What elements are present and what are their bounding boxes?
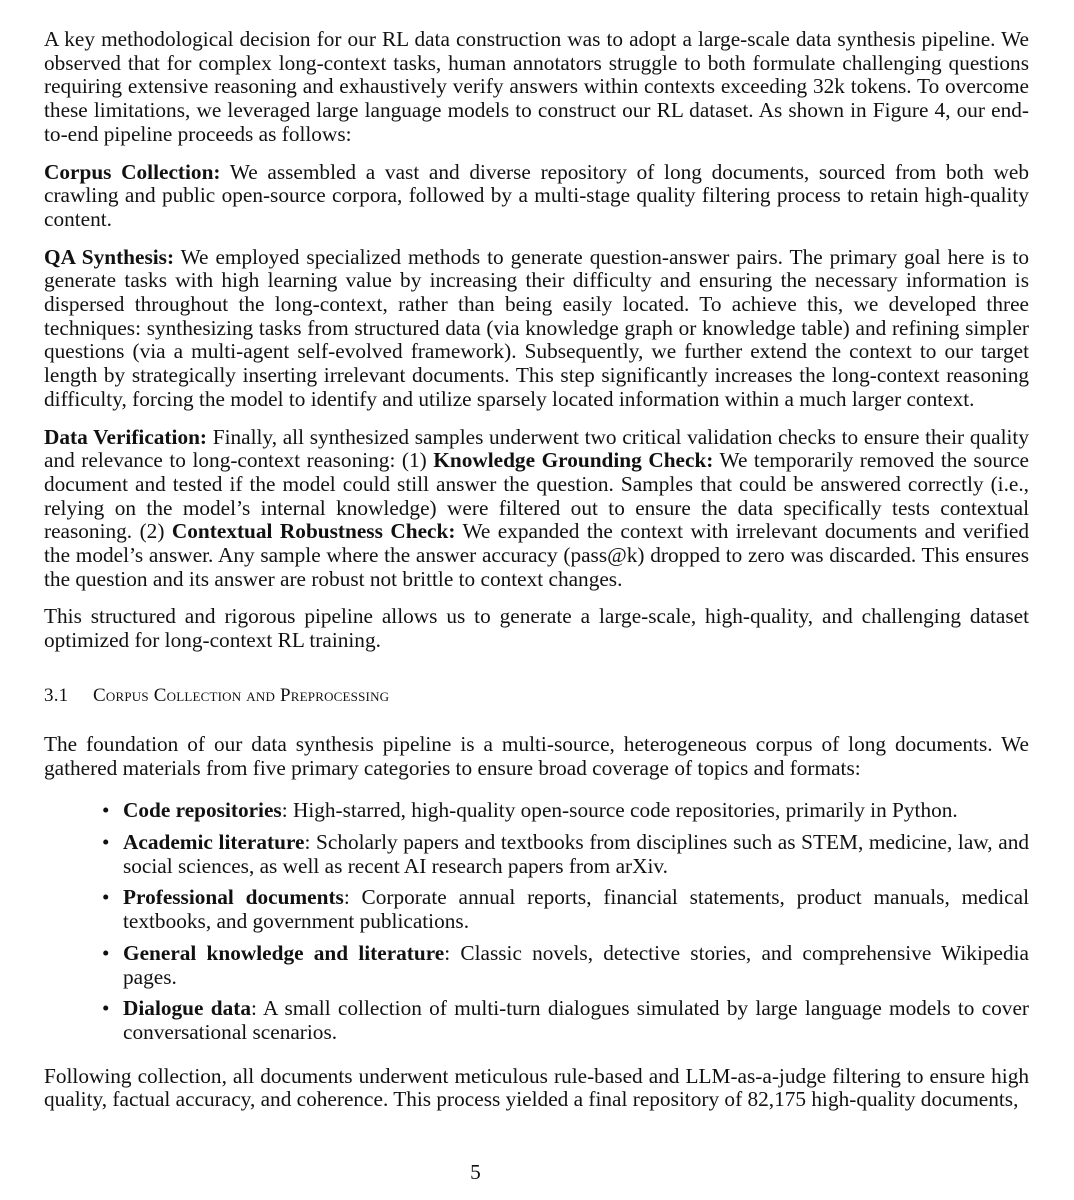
bullet-icon: •: [102, 798, 110, 823]
data-verification-text-2: We temporarily removed the source document and tested if the model could still answer the question. Samples that could be answered correctly (i.e., relying on the model’s internal knowledge) were filtered out to ensure the data specifically tests contextual reasoning. (2): [44, 448, 1029, 544]
bullet-icon: •: [102, 885, 110, 910]
data-verification-text-1: Finally, all synthesized samples underwent two critical validation checks to ensure their quality and relevance to long-context reasoning: (1): [44, 424, 1029, 473]
list-item: [44, 942, 1029, 989]
category-list: [44, 799, 1029, 1044]
list-item-title: Code repositories: [123, 798, 282, 823]
section-heading: [44, 684, 1029, 708]
page-content: [44, 28, 1029, 1112]
list-item-title: Dialogue data: [123, 996, 251, 1021]
bullet-icon: •: [102, 940, 110, 965]
section-intro-paragraph: [44, 733, 1029, 780]
section-intro-text: The foundation of our data synthesis pipeline is a multi-source, heterogeneous corpus of long documents. We gathered materials from five primary categories to ensure broad coverage of topics and formats:: [44, 731, 1029, 780]
list-item-text: : High-starred, high-quality open-source code repositories, primarily in Python.: [281, 798, 958, 823]
closing-text: Following collection, all documents underwent meticulous rule-based and LLM-as-a-judge filtering to ensure high quality, factual accuracy, and coherence. This process yielded a final repository of 82,175 high-quality documents,: [44, 1063, 1029, 1112]
summary-text: This structured and rigorous pipeline allows us to generate a large-scale, high-quality, and challenging dataset optimized for long-context RL training.: [44, 604, 1029, 653]
data-verification-text-3: We expanded the context with irrelevant documents and verified the model’s answer. Any sample where the answer accuracy (pass@k) dropped to zero was discarded. This ensures the question and its answer are robust not brittle to context changes.: [44, 519, 1030, 591]
page-number: 5: [470, 1160, 481, 1184]
list-item: [44, 997, 1029, 1044]
data-verification-title: Data Verification:: [44, 424, 208, 449]
intro-paragraph: [44, 28, 1029, 147]
bullet-icon: •: [102, 996, 110, 1021]
closing-paragraph: [44, 1065, 1029, 1112]
list-item-text: : A small collection of multi-turn dialogues simulated by large language models to cover conversational scenarios.: [123, 996, 1030, 1044]
list-item-title: Academic literature: [123, 829, 305, 854]
bullet-icon: •: [102, 829, 110, 854]
qa-synthesis-title: QA Synthesis:: [44, 244, 175, 269]
list-item: [44, 799, 1029, 823]
summary-paragraph: [44, 605, 1029, 652]
corpus-collection-title: Corpus Collection:: [44, 159, 221, 184]
section-number: 3.1: [44, 684, 69, 706]
corpus-collection-text: We assembled a vast and diverse repository of long documents, sourced from both web crawling and public open-source corpora, followed by a multi-stage quality filtering process to retain high-quality content.: [44, 159, 1029, 231]
list-item-text: : Scholarly papers and textbooks from disciplines such as STEM, medicine, law, and social sciences, as well as recent AI research papers from arXiv.: [123, 829, 1029, 878]
qa-synthesis-paragraph: [44, 246, 1029, 412]
corpus-collection-paragraph: [44, 161, 1029, 232]
list-item: [44, 831, 1029, 878]
list-item-title: General knowledge and literature: [123, 940, 445, 965]
list-item-text: : Corporate annual reports, financial statements, product manuals, medical textbooks, and government publications.: [123, 885, 1029, 934]
section-title: Corpus Collection and Preprocessing: [93, 684, 390, 706]
knowledge-grounding-check-title: Knowledge Grounding Check:: [433, 448, 714, 473]
intro-text: A key methodological decision for our RL data construction was to adopt a large-scale data synthesis pipeline. We observed that for complex long-context tasks, human annotators struggle to both formulate challenging questions requiring extensive reasoning and exhaustively verify answers within contexts exceeding 32k tokens. To overcome these limitations, we leveraged large language models to construct our RL dataset. As shown in Figure 4, our end-to-end pipeline proceeds as follows:: [44, 27, 1029, 146]
list-item: [44, 886, 1029, 933]
data-verification-paragraph: [44, 426, 1029, 592]
qa-synthesis-text: We employed specialized methods to generate question-answer pairs. The primary goal here is to generate tasks with high learning value by increasing their difficulty and ensuring the necessary information is dispersed throughout the long-context, rather than being easily located. To achieve this, we developed three techniques: synthesizing tasks from structured data (via knowledge graph or knowledge table) and refining simpler questions (via a multi-agent self-evolved framework). Subsequently, we further extend the context to our target length by strategically inserting irrelevant documents. This step significantly increases the long-context reasoning difficulty, forcing the model to identify and utilize sparsely located information within a much larger context.: [44, 244, 1029, 411]
list-item-text: : Classic novels, detective stories, and comprehensive Wikipedia pages.: [123, 940, 1029, 989]
list-item-title: Professional documents: [123, 885, 344, 910]
contextual-robustness-check-title: Contextual Robustness Check:: [171, 519, 456, 544]
